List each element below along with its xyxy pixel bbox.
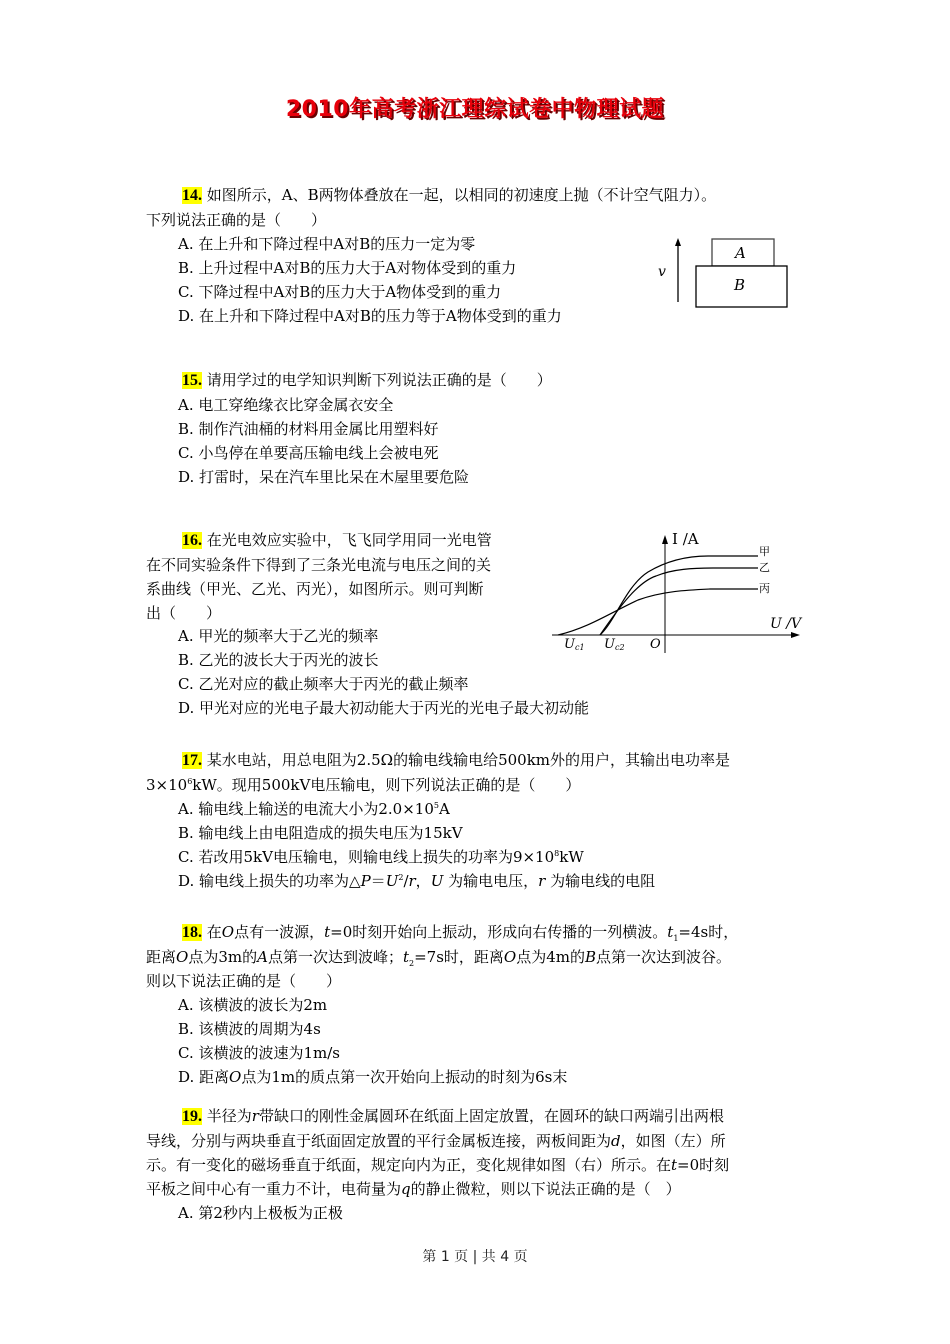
- option-a: A. 甲光的频率大于乙光的频率: [178, 627, 379, 645]
- question-19-stem-line3: 示。有一变化的磁场垂直于纸面，规定向内为正，变化规律如图（右）所示。在t=0时刻: [146, 1156, 730, 1174]
- block-a-label: A: [735, 244, 746, 262]
- curve-yi-label: 乙: [759, 561, 770, 574]
- question-16-stem-line4: 出（ ）: [146, 604, 222, 622]
- curve-jia-label: 甲: [759, 545, 770, 558]
- option-d: D. 输电线上损失的功率为$\triangle P=U^2/r$，U 为输电电压，r 为输电线的电阻: [178, 872, 656, 890]
- option-a: A. 在上升和下降过程中A对B的压力一定为零: [178, 235, 476, 253]
- option-c: C. 若改用5kV电压输电，则输电线上损失的功率为$9\times 10^8kW$: [178, 848, 584, 866]
- question-14-stem: 14. 如图所示，A、B两物体叠放在一起，以相同的初速度上抛（不计空气阻力）。: [182, 186, 717, 204]
- question-18: [146, 920, 806, 1089]
- option-b: B. 输电线上由电阻造成的损失电压为15kV: [178, 824, 463, 842]
- document-title: 2010年高考浙江理综试卷中物理试题: [285, 97, 665, 122]
- uc1-label: Uc1: [564, 637, 585, 652]
- question-16-stem-line2: 在不同实验条件下得到了三条光电流与电压之间的关: [146, 556, 492, 574]
- question-number: 18.: [182, 924, 202, 941]
- option-a: A. 输电线上输送的电流大小为$2.0\times 10^5A$: [178, 800, 450, 818]
- question-15-stem: 15. 请用学过的电学知识判断下列说法正确的是（ ）: [182, 371, 552, 389]
- question-number: 17.: [182, 752, 202, 769]
- option-d: D. 打雷时，呆在汽车里比呆在木屋里要危险: [178, 468, 470, 486]
- page-footer: 第 1 页 | 共 4 页: [422, 1249, 528, 1265]
- question-19: [146, 1104, 806, 1225]
- question-number: 14.: [182, 187, 202, 204]
- option-d: D. 距离O点为1m的质点第一次开始向上振动的时刻为6s末: [178, 1068, 568, 1086]
- option-a: A. 第2秒内上极板为正极: [178, 1204, 343, 1222]
- option-c: C. 下降过程中A对B的压力大于A物体受到的重力: [178, 283, 502, 301]
- question-16-stem: 16. 在光电效应实验中，飞飞同学用同一光电管: [182, 531, 492, 549]
- question-19-stem-line2: 导线，分别与两块垂直于纸面固定放置的平行金属板连接，两板间距为d，如图（左）所: [146, 1132, 726, 1150]
- question-number: 16.: [182, 532, 202, 549]
- option-a: A. 电工穿绝缘衣比穿金属衣安全: [178, 396, 394, 414]
- question-18-stem-line3: 则以下说法正确的是（ ）: [146, 972, 342, 990]
- uc2-label: Uc2: [604, 637, 625, 652]
- y-axis-label: I /A: [672, 530, 699, 548]
- question-17-stem: 17. 某水电站，用总电阻为2.5Ω的输电线输电给500km外的用户，其输出电功率是: [182, 751, 731, 769]
- option-d: D. 甲光对应的光电子最大初动能大于丙光的光电子最大初动能: [178, 699, 590, 717]
- x-axis-label: U /V: [770, 616, 802, 632]
- option-b: B. 乙光的波长大于丙光的波长: [178, 651, 379, 669]
- velocity-label: v: [658, 264, 666, 280]
- option-a: A. 该横波的波长为2m: [178, 996, 328, 1014]
- question-18-stem-line2: 距离O点为3m的A点第一次达到波峰；$t_2=7s$时，距离O点为4m的B点第一次达到波谷。: [146, 948, 732, 968]
- origin-label: O: [650, 637, 661, 652]
- option-c: C. 小鸟停在单要高压输电线上会被电死: [178, 444, 439, 462]
- option-c: C. 该横波的波速为1m/s: [178, 1044, 340, 1062]
- option-c: C. 乙光对应的截止频率大于丙光的截止频率: [178, 675, 469, 693]
- option-b: B. 制作汽油桶的材料用金属比用塑料好: [178, 420, 439, 438]
- stacked-blocks-figure: [650, 232, 800, 312]
- question-17-stem-cont: $3\times 10^6kW$。现用500kV电压输电，则下列说法正确的是（ ）: [146, 776, 581, 794]
- question-19-stem: 19. 半径为r带缺口的刚性金属圆环在纸面上固定放置，在圆环的缺口两端引出两根: [182, 1107, 724, 1125]
- block-b-label: B: [734, 276, 746, 294]
- question-15: [146, 368, 806, 489]
- question-number: 19.: [182, 1108, 202, 1125]
- question-number: 15.: [182, 372, 202, 389]
- question-16: [146, 528, 546, 625]
- option-d: D. 在上升和下降过程中A对B的压力等于A物体受到的重力: [178, 307, 562, 325]
- photoelectric-iv-graph: [548, 528, 813, 653]
- question-16-stem-line3: 系曲线（甲光、乙光、丙光），如图所示。则可判断: [146, 580, 484, 598]
- option-b: B. 上升过程中A对B的压力大于A对物体受到的重力: [178, 259, 517, 277]
- question-17: [146, 748, 806, 893]
- question-18-stem: 18. 在O点有一波源，t=0时刻开始向上振动，形成向右传播的一列横波。$t_1=4s$时，: [182, 923, 739, 943]
- question-19-stem-line4: 平板之间中心有一重力不计，电荷量为q的静止微粒，则以下说法正确的是（ ）: [146, 1180, 681, 1198]
- question-14-stem-cont: 下列说法正确的是（ ）: [146, 211, 327, 229]
- option-b: B. 该横波的周期为4s: [178, 1020, 321, 1038]
- curve-bing-label: 丙: [759, 582, 770, 595]
